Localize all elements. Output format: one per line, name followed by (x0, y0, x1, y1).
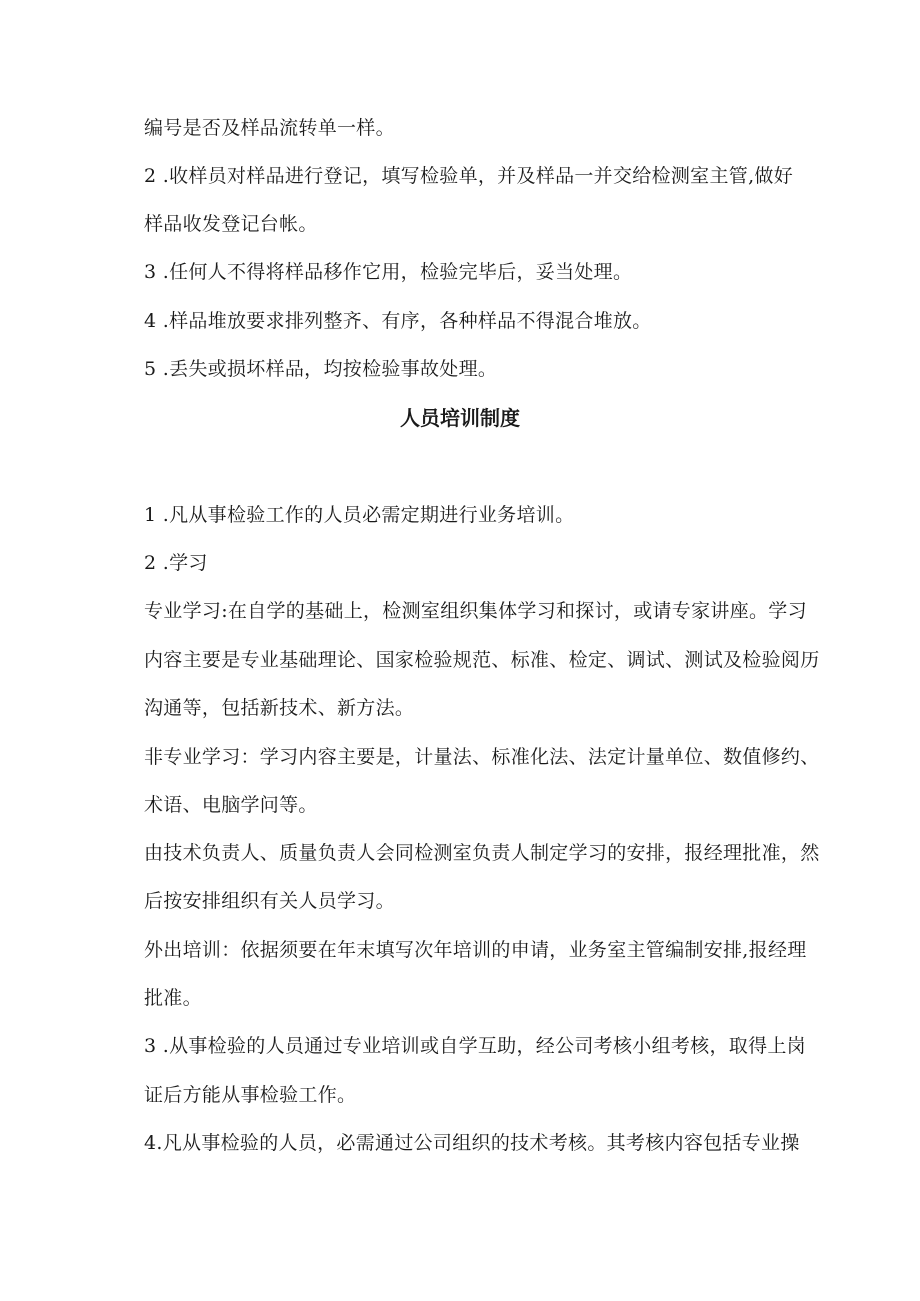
paragraph-line: 样品收发登记台帐。 (144, 213, 318, 235)
section-heading: 人员培训制度 (400, 406, 520, 430)
paragraph-line: 后按安排组织有关人员学习。 (144, 890, 395, 912)
paragraph-line: 沟通等，包括新技术、新方法。 (144, 697, 415, 719)
paragraph-line: 2 .收样员对样品进行登记，填写检验单，并及样品一并交给检测室主管,做好 (144, 165, 794, 187)
paragraph-line: 2 .学习 (144, 552, 208, 574)
paragraph-line: 编号是否及样品流转单一样。 (144, 117, 395, 139)
paragraph-line: 3 .任何人不得将样品移作它用，检验完毕后，妥当处理。 (144, 261, 633, 283)
paragraph-line: 1 .凡从事检验工作的人员必需定期进行业务培训。 (144, 504, 575, 526)
paragraph-line: 非专业学习：学习内容主要是，计量法、标准化法、法定计量单位、数值修约、 (144, 746, 820, 768)
paragraph-line: 4 .样品堆放要求排列整齐、有序，各种样品不得混合堆放。 (144, 310, 652, 332)
paragraph-line: 证后方能从事检验工作。 (144, 1084, 357, 1106)
paragraph-line: 3 .从事检验的人员通过专业培训或自学互助，经公司考核小组考核，取得上岗 (144, 1035, 806, 1057)
paragraph-line: 由技术负责人、质量负责人会同检测室负责人制定学习的安排，报经理批准，然 (144, 842, 820, 864)
paragraph-line: 4.凡从事检验的人员，必需通过公司组织的技术考核。其考核内容包括专业操 (144, 1132, 800, 1154)
paragraph-line: 术语、电脑学问等。 (144, 794, 318, 816)
paragraph-line: 专业学习:在自学的基础上，检测室组织集体学习和探讨，或请专家讲座。学习 (144, 600, 807, 622)
paragraph-line: 批准。 (144, 987, 202, 1009)
paragraph-line: 内容主要是专业基础理论、国家检验规范、标准、检定、调试、测试及检验阅历 (144, 649, 820, 671)
paragraph-line: 5 .丢失或损坏样品，均按检验事故处理。 (144, 358, 498, 380)
paragraph-line: 外出培训：依据须要在年末填写次年培训的申请，业务室主管编制安排,报经理 (144, 939, 807, 961)
